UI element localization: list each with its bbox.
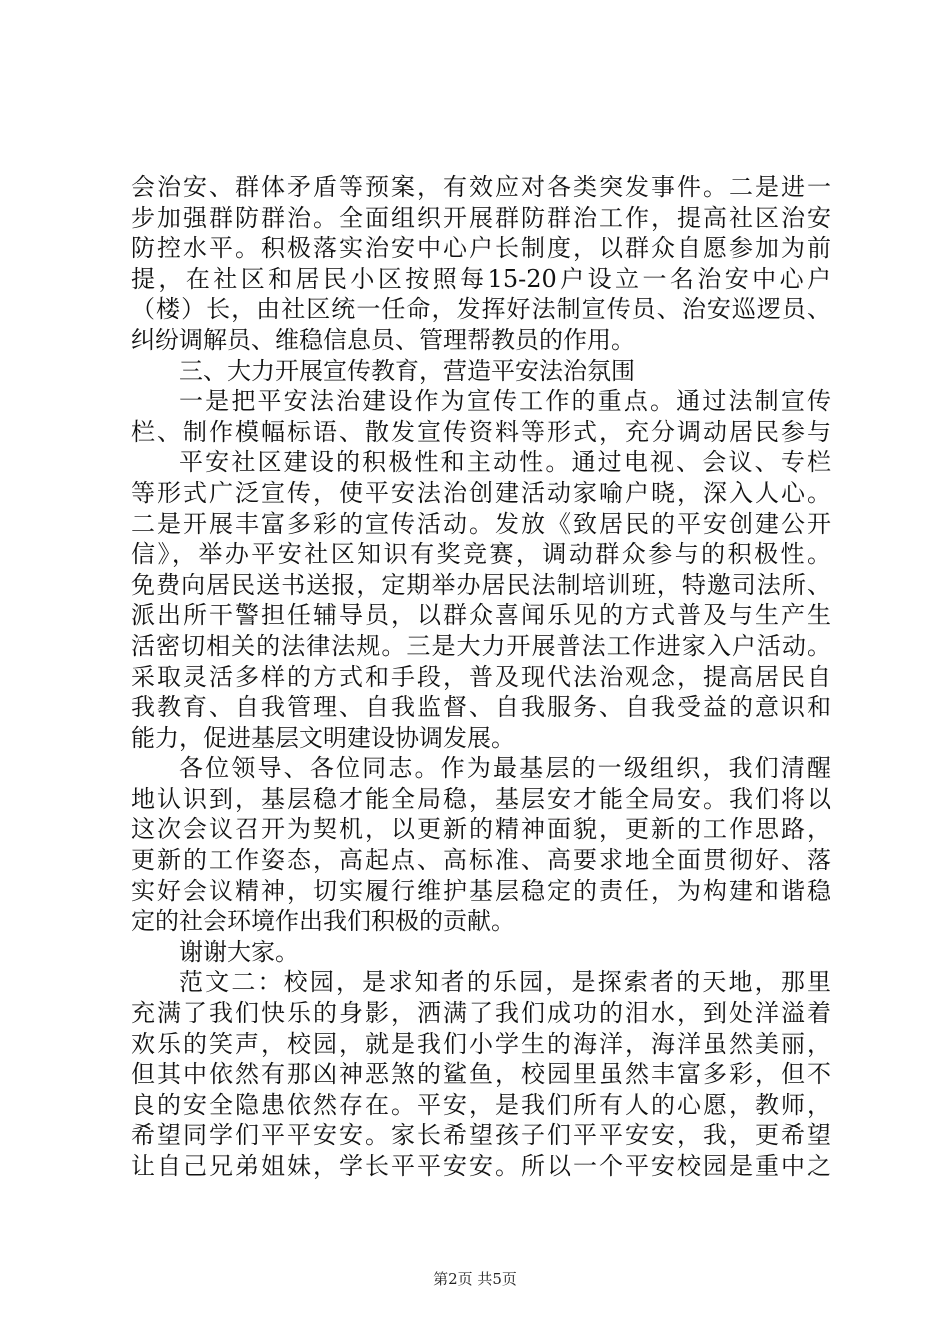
- text-line: 免费向居民送书送报，定期举办居民法制培训班，特邀司法所、: [131, 570, 831, 599]
- text-line: 我教育、自我管理、自我监督、自我服务、自我受益的意识和: [131, 693, 831, 722]
- text-line: 欢乐的笑声，校园，就是我们小学生的海洋，海洋虽然美丽，: [131, 1029, 831, 1058]
- text-line: 提，在社区和居民小区按照每15-20户设立一名治安中心户: [131, 264, 831, 293]
- text-line: 范文二：校园，是求知者的乐园，是探索者的天地，那里: [179, 968, 831, 997]
- text-line: 良的安全隐患依然存在。平安，是我们所有人的心愿，教师，: [131, 1090, 831, 1119]
- text-line: 防控水平。积极落实治安中心户长制度，以群众自愿参加为前: [131, 234, 831, 263]
- text-line: 实好会议精神，切实履行维护基层稳定的责任，为构建和谐稳: [131, 876, 831, 905]
- text-line: 充满了我们快乐的身影，洒满了我们成功的泪水，到处洋溢着: [131, 999, 831, 1028]
- text-line: 让自己兄弟姐妹，学长平平安安。所以一个平安校园是重中之: [131, 1152, 831, 1180]
- text-line: 能力，促进基层文明建设协调发展。: [131, 723, 515, 752]
- text-line: 步加强群防群治。全面组织开展群防群治工作，提高社区治安: [131, 203, 831, 232]
- text-line: 派出所干警担任辅导员，以群众喜闻乐见的方式普及与生产生: [131, 601, 831, 630]
- text-line: 平安社区建设的积极性和主动性。通过电视、会议、专栏: [179, 448, 831, 477]
- text-line: 谢谢大家。: [179, 937, 299, 966]
- text-line: 地认识到，基层稳才能全局稳，基层安才能全局安。我们将以: [131, 784, 831, 813]
- text-line: 二是开展丰富多彩的宣传活动。发放《致居民的平安创建公开: [131, 509, 831, 538]
- text-line: 但其中依然有那凶神恶煞的鲨鱼，校园里虽然丰富多彩，但不: [131, 1060, 831, 1089]
- page-number-footer: 第2页 共5页: [433, 1270, 517, 1288]
- section-heading: 三、大力开展宣传教育，营造平安法治氛围: [179, 356, 635, 385]
- text-line: 等形式广泛宣传，使平安法治创建活动家喻户晓，深入人心。: [131, 478, 831, 507]
- text-line: 纠纷调解员、维稳信息员、管理帮教员的作用。: [131, 325, 635, 354]
- text-line: （楼）长，由社区统一任命，发挥好法制宣传员、治安巡逻员、: [131, 295, 831, 324]
- text-line: 会治安、群体矛盾等预案，有效应对各类突发事件。二是进一: [131, 173, 831, 201]
- text-line: 定的社会环境作出我们积极的贡献。: [131, 907, 515, 936]
- text-line: 采取灵活多样的方式和手段，普及现代法治观念，提高居民自: [131, 662, 831, 691]
- text-line: 一是把平安法治建设作为宣传工作的重点。通过法制宣传: [179, 387, 831, 416]
- text-line: 活密切相关的法律法规。三是大力开展普法工作进家入户活动。: [131, 631, 831, 660]
- text-line: 各位领导、各位同志。作为最基层的一级组织，我们清醒: [179, 754, 831, 783]
- document-body: [131, 172, 831, 1182]
- text-line: 栏、制作模幅标语、散发宣传资料等形式，充分调动居民参与: [131, 417, 831, 446]
- text-line: 这次会议召开为契机，以更新的精神面貌，更新的工作思路，: [131, 815, 831, 844]
- text-line: 信》，举办平安社区知识有奖竞赛，调动群众参与的积极性。: [131, 540, 831, 569]
- text-line: 希望同学们平平安安。家长希望孩子们平平安安，我，更希望: [131, 1121, 831, 1150]
- text-line: 更新的工作姿态，高起点、高标准、高要求地全面贯彻好、落: [131, 846, 831, 875]
